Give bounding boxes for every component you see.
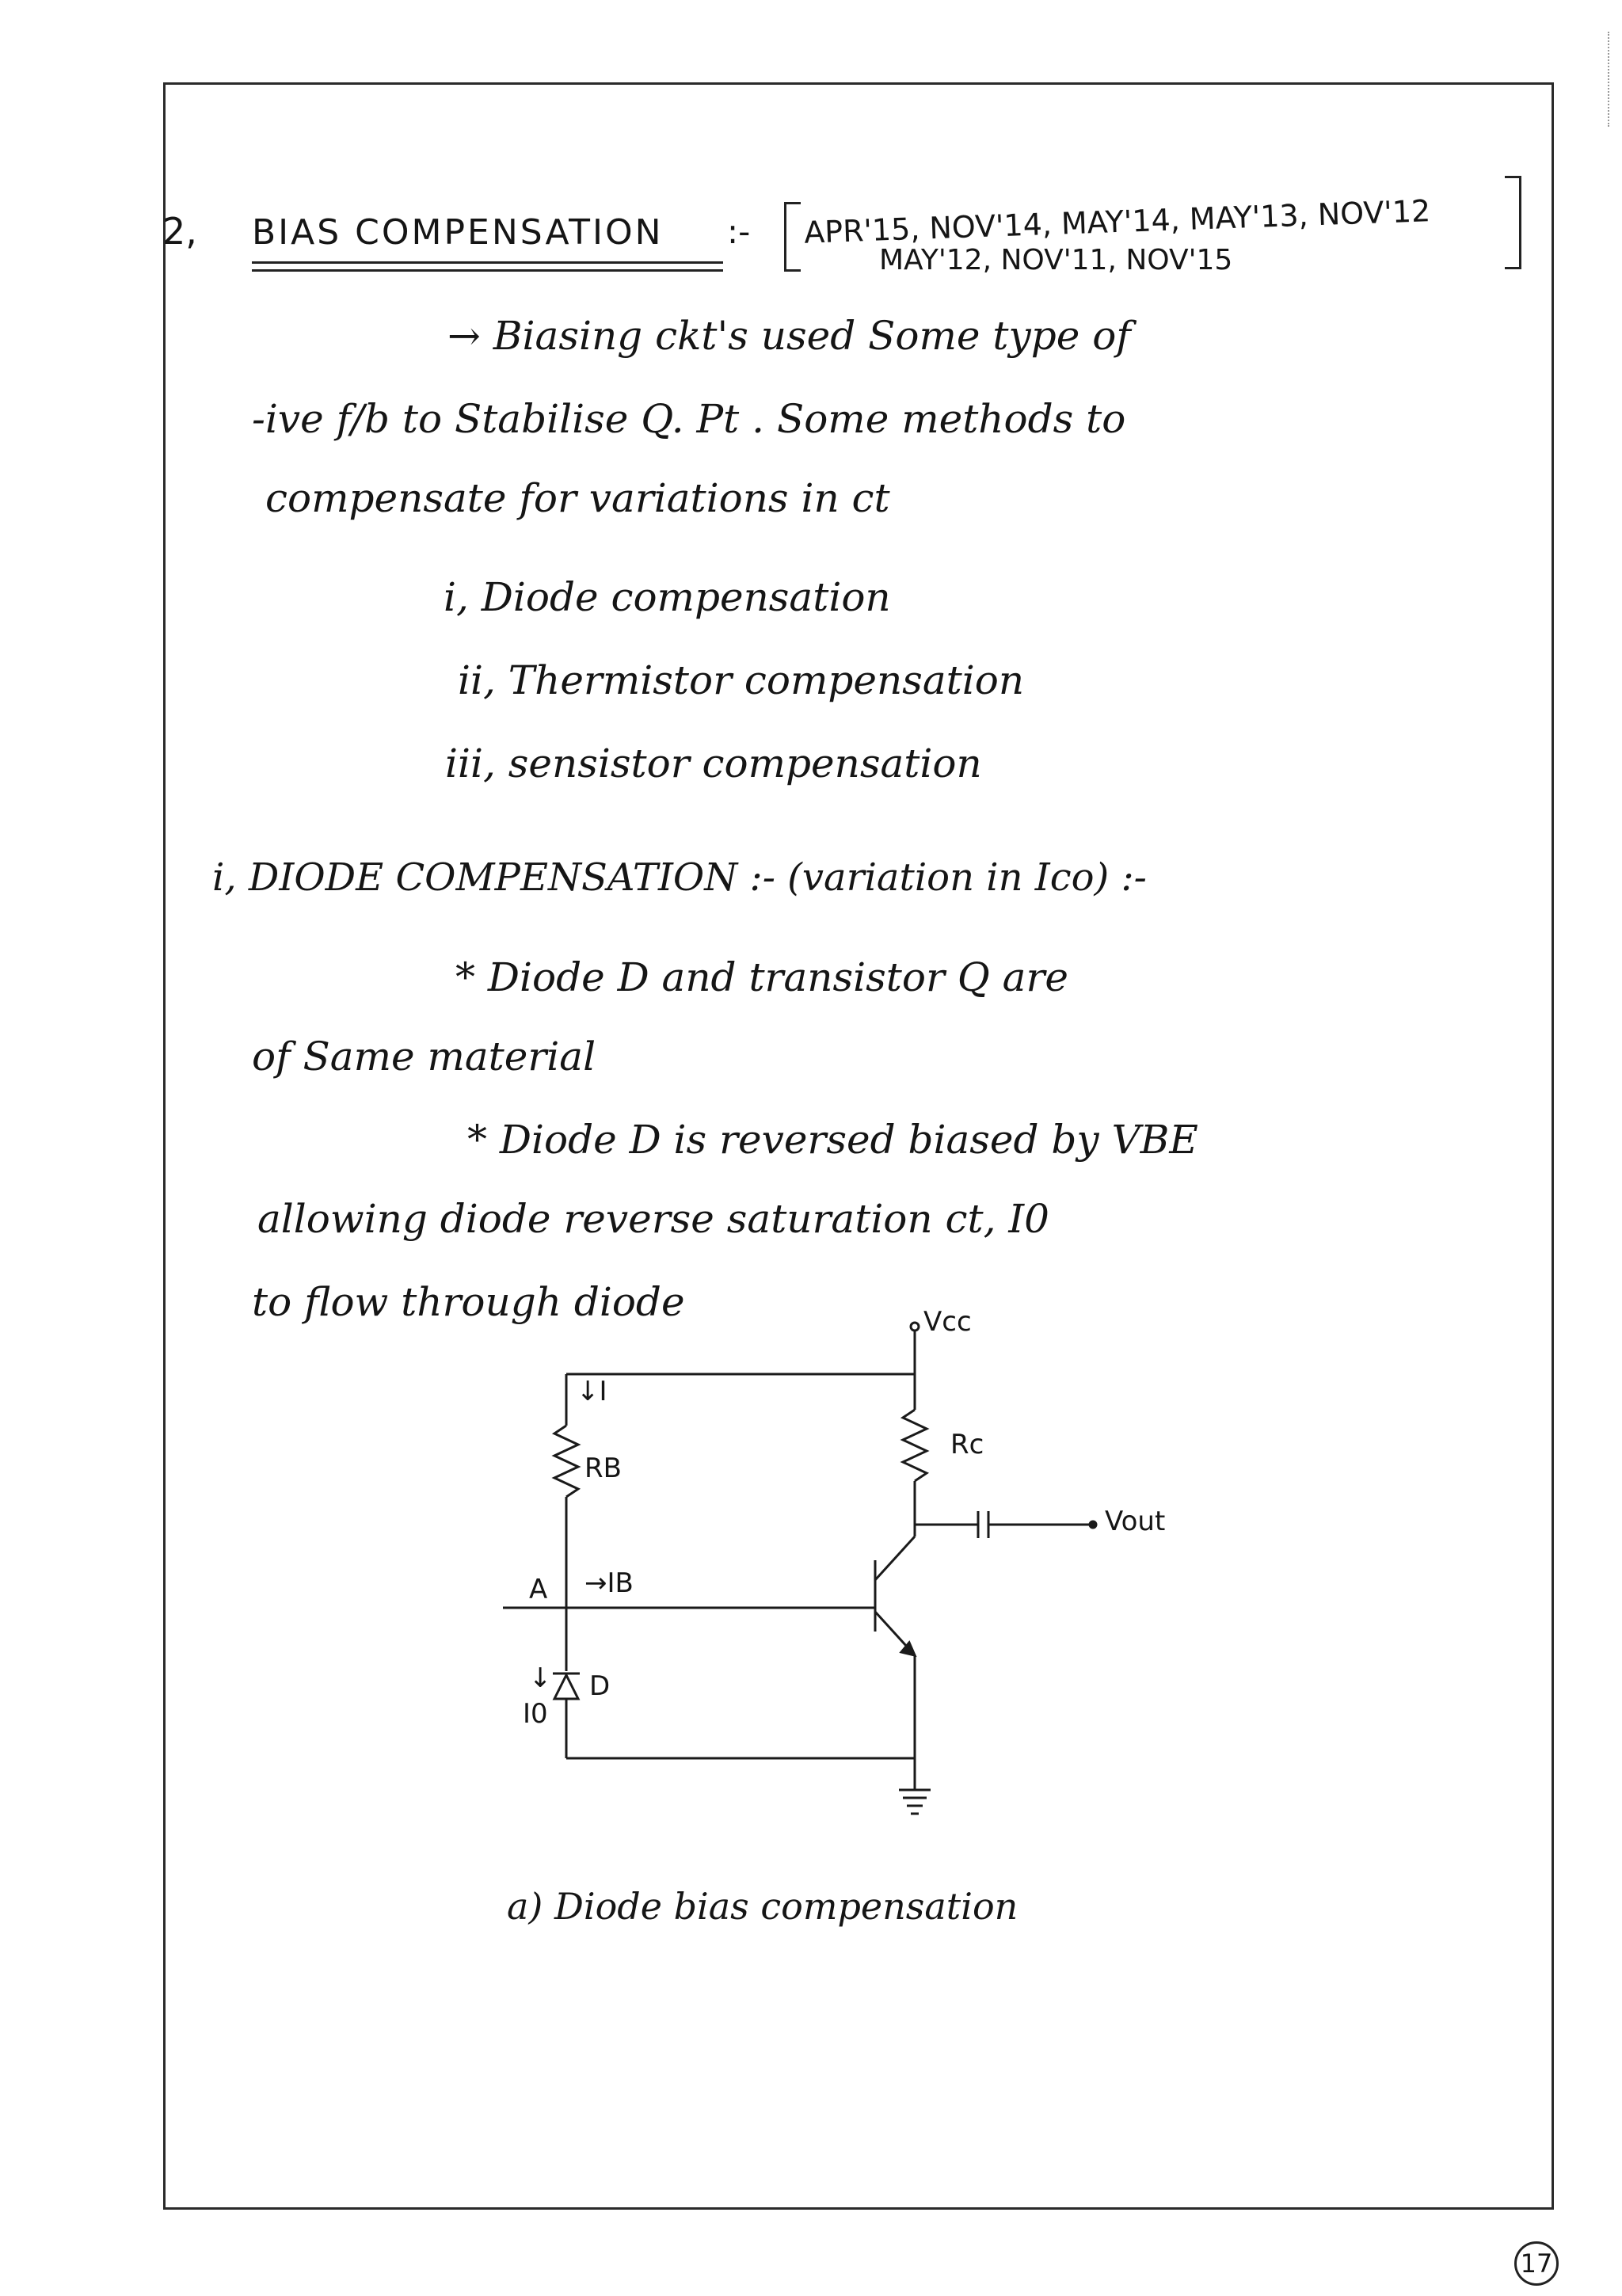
exam-dates-line2: MAY'12, NOV'11, NOV'15 bbox=[879, 244, 1233, 276]
rc-resistor bbox=[903, 1410, 927, 1481]
diode-point1-line1: * Diode D and transistor Q are bbox=[455, 954, 1068, 1000]
node-a-label: A bbox=[529, 1574, 548, 1605]
diode-point2-line3: to flow through diode bbox=[252, 1279, 685, 1325]
scan-edge-mark bbox=[1608, 32, 1612, 127]
exam-dates-line1: APR'15, NOV'14, MAY'14, MAY'13, NOV'12 bbox=[803, 193, 1431, 250]
heading-separator: :- bbox=[727, 212, 751, 251]
current-i-label: ↓I bbox=[577, 1376, 607, 1407]
vcc-terminal bbox=[911, 1323, 919, 1331]
heading-underline-2 bbox=[252, 269, 723, 272]
vcc-label: Vcc bbox=[923, 1306, 972, 1338]
rb-resistor bbox=[554, 1426, 578, 1497]
heading-number: 2, bbox=[162, 210, 197, 253]
method-item-2: ii, Thermistor compensation bbox=[458, 657, 1025, 703]
intro-line-1: → Biasing ckt's used Some type of bbox=[447, 313, 1131, 359]
figure-caption: a) Diode bias compensation bbox=[507, 1885, 1019, 1928]
heading-title: BIAS COMPENSATION bbox=[252, 212, 664, 253]
diode-point2-line1: * Diode D is reversed biased by VBE bbox=[467, 1117, 1198, 1163]
method-item-1: i, Diode compensation bbox=[444, 574, 891, 620]
transistor-collector-lead bbox=[875, 1536, 915, 1580]
method-item-3: iii, sensistor compensation bbox=[445, 741, 982, 786]
rc-label: Rc bbox=[950, 1429, 984, 1460]
intro-line-2: -ive f/b to Stabilise Q. Pt . Some methods to bbox=[252, 396, 1126, 442]
heading-underline bbox=[252, 261, 723, 264]
page-number: 17 bbox=[1514, 2241, 1559, 2286]
diode-symbol bbox=[554, 1675, 578, 1699]
diode-section-heading: i, DIODE COMPENSATION :- (variation in Ico) :- bbox=[212, 855, 1147, 900]
diode-point2-line2: allowing diode reverse saturation ct, I0 bbox=[257, 1196, 1049, 1242]
vout-label: Vout bbox=[1105, 1506, 1166, 1537]
i0-arrow: ↓ bbox=[529, 1662, 552, 1694]
exam-bracket-right bbox=[1505, 176, 1521, 269]
emitter-arrow bbox=[901, 1643, 915, 1655]
i0-label: I0 bbox=[523, 1698, 548, 1730]
diode-point1-line2: of Same material bbox=[252, 1034, 596, 1079]
exam-bracket-left bbox=[784, 202, 801, 272]
vout-terminal bbox=[1090, 1521, 1096, 1528]
rb-label: RB bbox=[584, 1453, 622, 1484]
diode-bias-circuit bbox=[444, 1299, 1204, 1853]
diode-label: D bbox=[589, 1670, 611, 1702]
ib-label: →IB bbox=[584, 1567, 634, 1599]
intro-line-3: compensate for variations in ct bbox=[265, 475, 890, 521]
